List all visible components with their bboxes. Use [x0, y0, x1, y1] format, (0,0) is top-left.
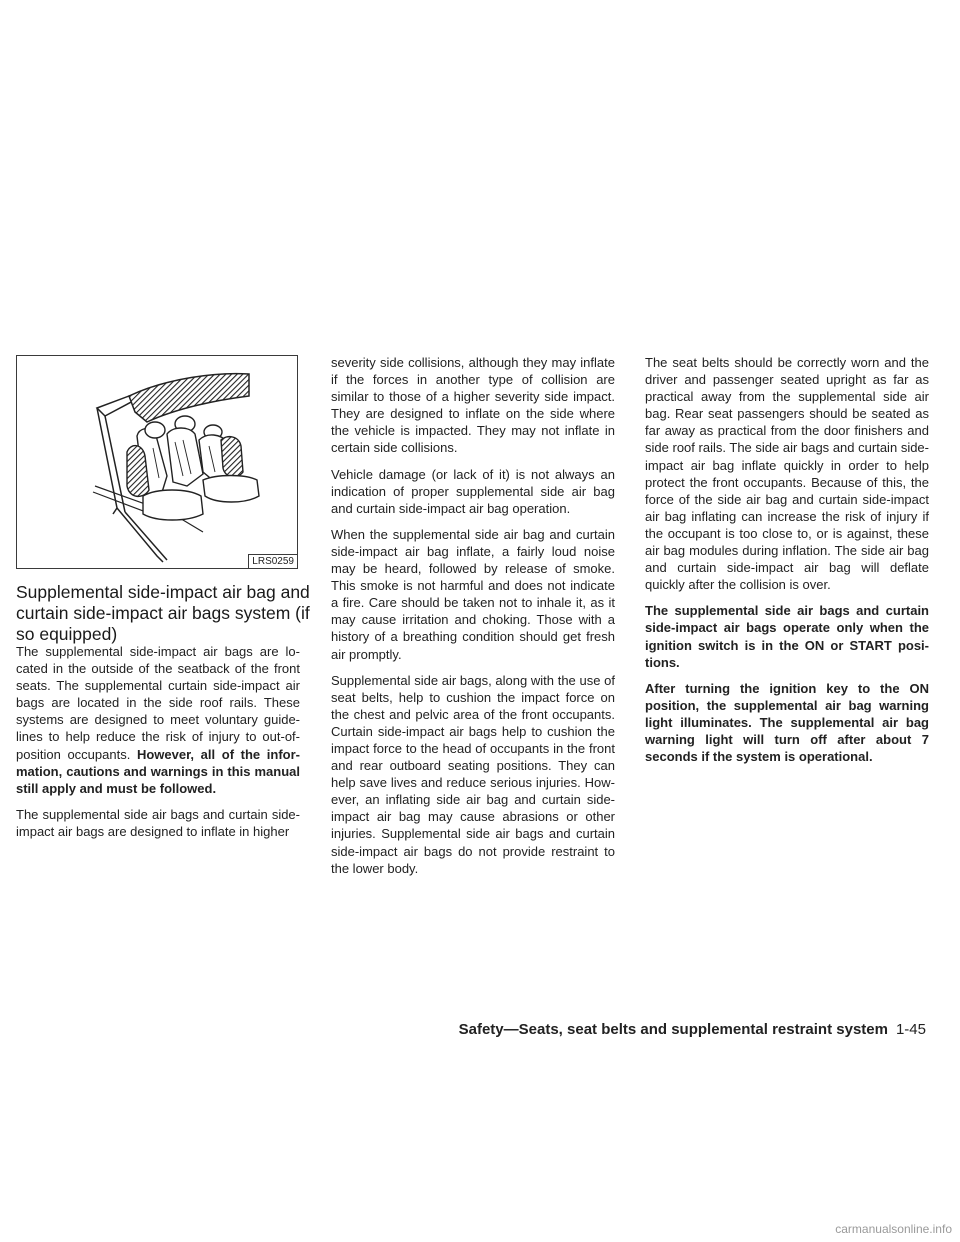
paragraph: severity side collisions, although they may inflate if the forces in another type of collision are similar to those of a higher severity side impact. They are designed to inflate on the side where the vehicle is impacted. They may not inflate in certain side collisions.: [331, 355, 615, 456]
paragraph: Vehicle damage (or lack of it) is not always an indication of proper supplemental side air bag and curtain side-impact air bag operation.: [331, 466, 615, 516]
paragraph: The seat belts should be correctly worn and the driver and passenger seated upright as far as practical away from the supplemental side air bag. Rear seat passengers should be seated as far away as practical from the door finishers and side roof rails. The side air bags and curtain side-impact air bag inflate quickly in order to help protect the front occupants. Because of this, the force of the side air bag and curtain side-impact air bag inflating can increase the risk of injury if the occupant is too close to, or is against, these air bag modules during inflation. The side air bag and curtain side-impact air bag will deflate quickly after the collision is over.: [645, 355, 929, 593]
paragraph: Supplemental side air bags, along with the use of seat belts, help to cushion the impact force on the chest and pelvic area of the front occupants. Curtain side-impact air bags help to cushion the impact force to the head of occupants in the front and rear outboard seating positions. They can help save lives and reduce serious injuries. How-ever, an inflating side air bag and curtain side-impact air bag may cause abrasions or other injuries. Supplemental side air bags and curtain side-impact air bags do not provide restraint to the lower body.: [331, 672, 615, 876]
paragraph: The supplemental side air bags and curtain side-impact air bags are designed to inflate in higher: [16, 806, 300, 839]
paragraph: [16, 643, 300, 797]
paragraph: When the supplemental side air bag and curtain side-impact air bag inflate, a fairly loud noise may be heard, followed by release of smoke. This smoke is not harmful and does not indicate a fire. Care should be taken not to inhale it, as it may cause irritation and choking. Those with a history of a breathing condition should get fresh air promptly.: [331, 526, 615, 662]
section-heading: Supplemental side-impact air bag and curtain side-impact air bags system (if so equipped): [16, 582, 310, 644]
figure-label: LRS0259: [248, 554, 297, 568]
paragraph-bold: After turning the ignition key to the ON position, the supplemental air bag warning light illuminates. The supplemental air bag warning light will turn off after about 7 seconds if the system is operational.: [645, 680, 929, 765]
airbag-figure: [16, 355, 298, 569]
page-footer: [459, 1021, 926, 1039]
watermark: carmanualsonline.info: [835, 1222, 952, 1236]
paragraph-text: The supplemental side-impact air bags are lo-cated in the outside of the seatback of the front seats. The supplemental curtain side-impact air bags are located in the side roof rails. These systems are designed to meet voluntary guide-lines to help reduce the risk of injury to out-of-position occupants.: [16, 644, 300, 762]
paragraph-bold-text: However, all of the infor-mation, cautions and warnings in this manual still apply and must be followed.: [16, 746, 301, 796]
side-air-bag-illustration-icon: [17, 356, 297, 568]
column-2: [331, 354, 615, 886]
footer-title: Safety—Seats, seat belts and supplemental restraint system: [458, 1021, 888, 1038]
column-3: [645, 354, 929, 774]
column-1: [16, 643, 300, 849]
page-number: 1-45: [895, 1021, 926, 1038]
paragraph-bold: The supplemental side air bags and curtain side-impact air bags operate only when the ignition switch is in the ON or START posi-tions.: [645, 603, 929, 670]
